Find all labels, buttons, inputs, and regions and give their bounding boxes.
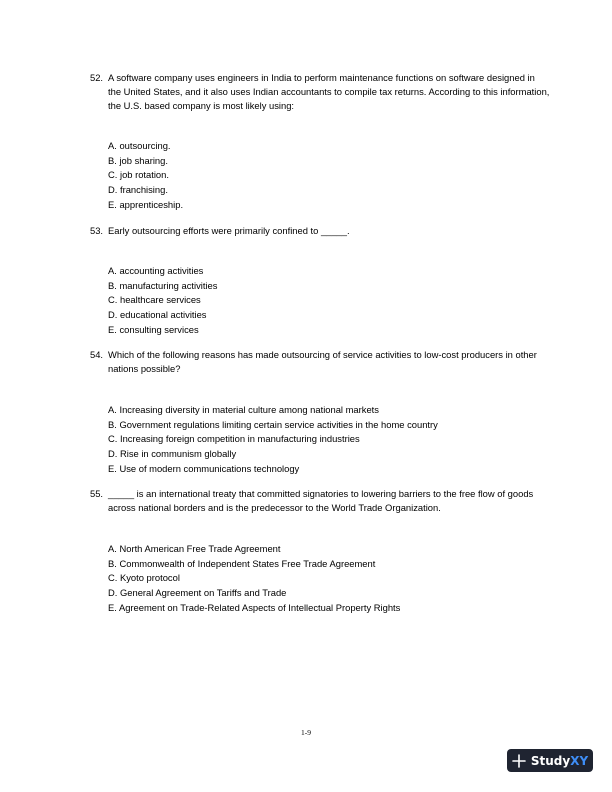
option-d: D. General Agreement on Tariffs and Trade	[108, 587, 287, 599]
options-54	[108, 403, 438, 477]
option-b: B. manufacturing activities	[108, 279, 218, 291]
question-55	[90, 487, 550, 515]
option-a: A. accounting activities	[108, 265, 204, 276]
option-b: B. Commonwealth of Independent States Free Trade Agreement	[108, 557, 376, 569]
option-e: E. Agreement on Trade-Related Aspects of Intellectual Property Rights	[108, 601, 401, 613]
question-number: 55.	[90, 488, 104, 499]
option-c: C. healthcare services	[108, 294, 201, 306]
question-text: A software company uses engineers in India to perform maintenance functions on software designed in the United States, and it also uses Indian accountants to compile tax returns. According to this information, the U.S. based company is most likely using:	[108, 72, 550, 111]
option-e: E. apprenticeship.	[108, 198, 184, 210]
option-e: E. consulting services	[108, 323, 199, 335]
option-b: B. Government regulations limiting certain service activities in the home country	[108, 418, 438, 430]
question-number: 52.	[90, 72, 104, 83]
option-a: A. North American Free Trade Agreement	[108, 543, 281, 554]
option-d: D. franchising.	[108, 184, 168, 196]
question-text: Which of the following reasons has made outsourcing of service activities to low-cost producers in other nations possible?	[108, 349, 537, 374]
question-number: 54.	[90, 349, 104, 360]
badge-xy-text: XY	[570, 753, 589, 768]
page-number: 1-9	[301, 728, 311, 737]
option-d: D. educational activities	[108, 309, 207, 321]
option-e: E. Use of modern communications technology	[108, 462, 300, 474]
badge-study-text: Study	[530, 753, 571, 768]
option-a: A. outsourcing.	[108, 140, 171, 151]
question-text: Early outsourcing efforts were primarily confined to _____.	[108, 225, 350, 236]
question-text: _____ is an international treaty that committed signatories to lowering barriers to the free flow of goods across national borders and is the predecessor to the World Trade Organization.	[108, 488, 534, 513]
studyxy-badge[interactable]	[507, 749, 593, 772]
option-c: C. Kyoto protocol	[108, 572, 180, 584]
option-c: C. job rotation.	[108, 169, 169, 181]
question-number: 53.	[90, 225, 104, 236]
question-53	[90, 224, 550, 238]
question-52	[90, 71, 550, 113]
plus-icon	[512, 754, 526, 768]
options-52	[108, 139, 183, 213]
option-a: A. Increasing diversity in material culture among national markets	[108, 404, 379, 415]
option-b: B. job sharing.	[108, 154, 168, 166]
options-55	[108, 542, 400, 616]
question-54	[90, 348, 550, 376]
options-53	[108, 264, 217, 338]
option-d: D. Rise in communism globally	[108, 448, 237, 460]
option-c: C. Increasing foreign competition in manufacturing industries	[108, 433, 360, 445]
